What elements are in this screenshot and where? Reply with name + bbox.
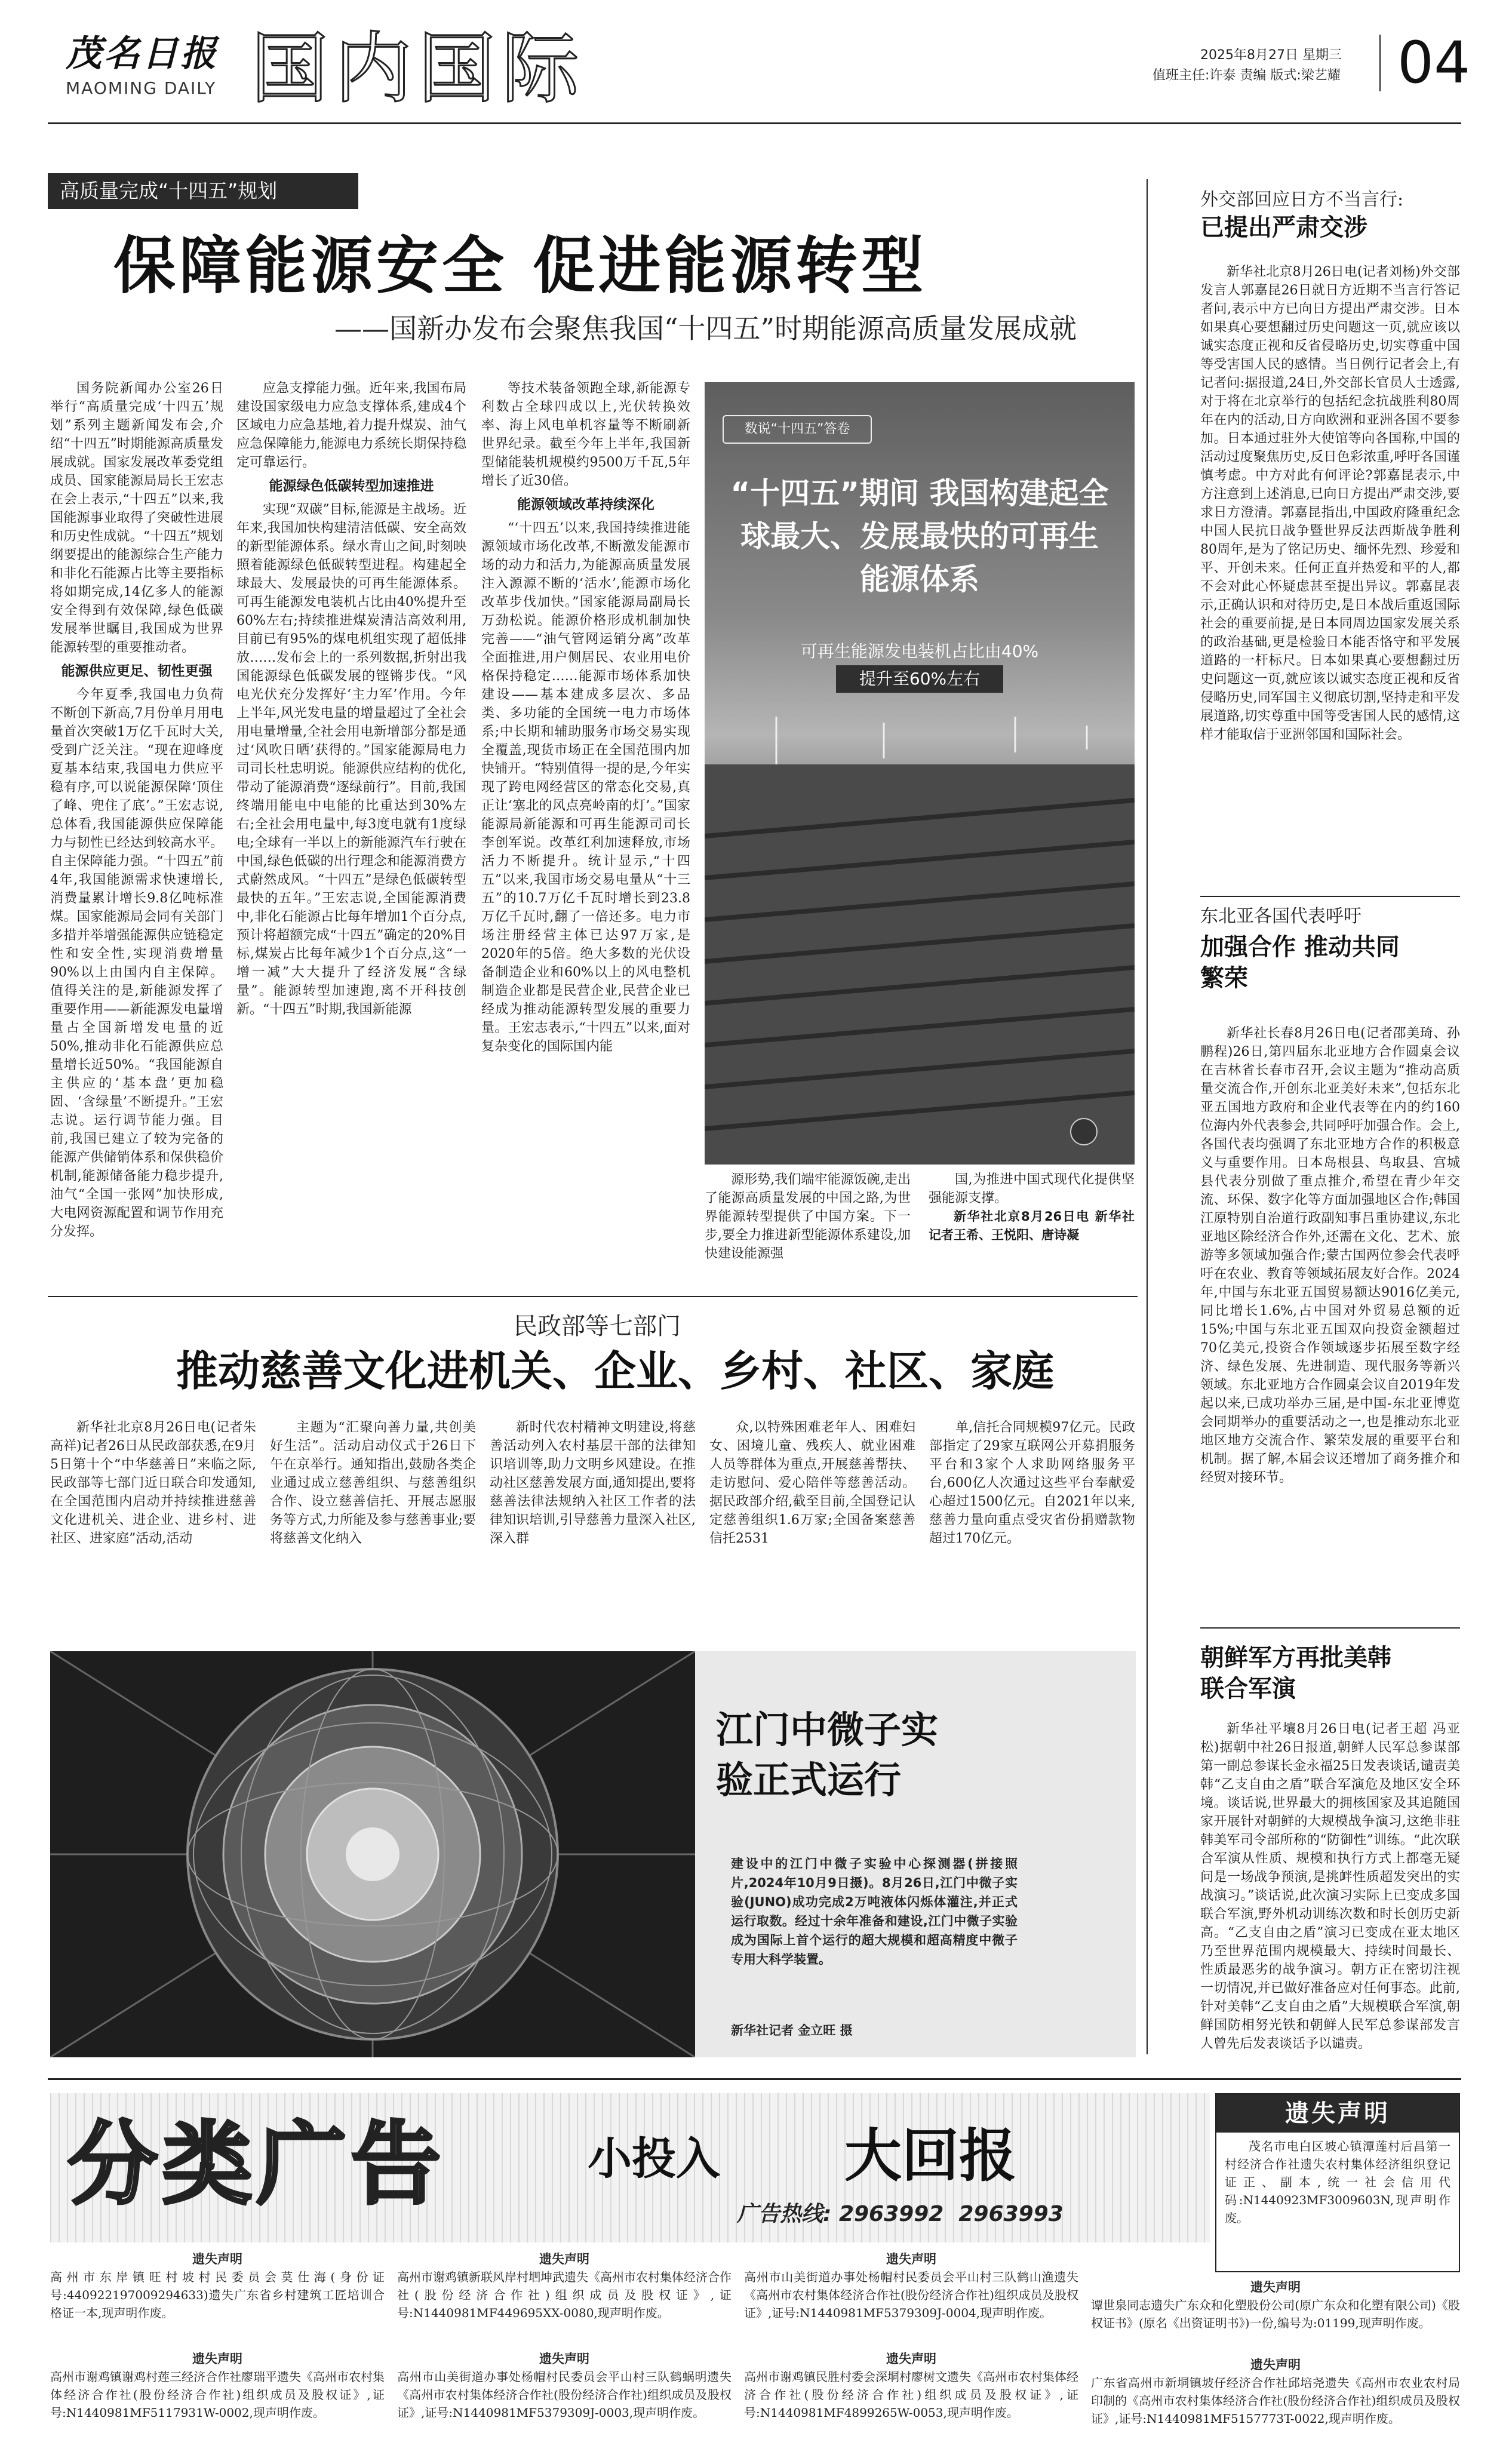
sidebar-article-1-body (1200, 263, 1460, 887)
notice-box-header-body: 茂名市电白区坡心镇潭莲村后昌第一村经济合作社遗失农村集体经济组织登记证正、副本,统一社会信用代码:N1440923MF3009603N,现声明作废。 (1225, 2139, 1450, 2225)
juno-photo-feature (50, 1651, 1136, 2057)
ads-hotline (737, 2201, 1064, 2228)
lead-column-5 (929, 1170, 1135, 1290)
notice-item (744, 2350, 1078, 2451)
lead-subhead: ——国新办发布会聚焦我国“十四五”时期能源高质量发展成就 (334, 312, 1077, 345)
section-title: 国内国际 (251, 23, 586, 114)
charity-column-1 (50, 1418, 256, 1642)
lead-column-2 (236, 379, 466, 1290)
logo-chinese: 茂名日报 (66, 33, 219, 75)
juno-photo-credit: 新华社记者 金立旺 摄 (731, 2023, 853, 2038)
lead-paragraph: 今年夏季,我国电力负荷不断创下新高,7月份单月用电量首次突破1万亿千瓦时大关,受到广泛关注。“现在迎峰度夏基本结束,我国电力供应平稳有序,可以说能源保障‘顶住了峰、兜住了底’。”王宏志说,总体看,我国能源供应保障能力与韧性已经达到较高水平。自主保障能力强。“十四五”前4年,我国能源需求快速增长,消费量累计增长9.8亿吨标准煤。国家能源局会同有关部门多措并举增强能源供应链稳定性和安全性,实现消费增量90%以上由国内自主保障。值得关注的是,新能源发挥了重要作用——新能源发电量增量占全国新增发电量的近50%,推动非化石能源供应总量增长近50%。“我国能源自主供应的‘基本盘’更加稳固、‘含绿量’不断提升。”王宏志说。运行调节能力强。目前,我国已建立了较为完备的能源产供储销体系和保供稳价机制,能源储备能力稳步提升,油气“全国一张网”加快形成,大电网资源配置和调节作用充分发挥。 (50, 687, 223, 1239)
notice-item (397, 2250, 732, 2340)
sidebar-article-2-body (1200, 1024, 1460, 1621)
sidebar-article-1-kicker: 外交部回应日方不当言行: (1200, 189, 1404, 210)
notice-text: 高州市山美街道办事处杨帽村民委员会平山村三队鹤山渔遗失《高州市农村集体经济合作社(股份经济合作社)组织成员及股权证》,证号:N1440981MF5379309J-0004,现声明作废。 (744, 2270, 1078, 2320)
notice-text: 高州市东岸镇旺村坡村民委员会莫仕海(身份证号:440922197009294633)遗失广东省乡村建筑工匠培训合格证一本,现声明作废。 (50, 2270, 385, 2320)
charity-paragraph: 众,以特殊困难老年人、困难妇女、困境儿童、残疾人、就业困难人员等群体为重点,开展慈善帮扶、走访慰问、爱心陪伴等慈善活动。据民政部介绍,截至目前,全国登记认定慈善组织1.6万家;全国备案慈善信托2531 (709, 1420, 915, 1546)
lead-subheading: 能源供应更足、韧性更强 (61, 663, 213, 679)
masthead-divider (1379, 35, 1381, 91)
lead-headline: 保障能源安全 促进能源转型 (113, 229, 927, 302)
notice-item (744, 2250, 1078, 2340)
neutrino-detector-photo (50, 1651, 695, 2057)
notice-box-header-title: 遗失声明 (1216, 2094, 1459, 2133)
notice-text: 高州市谢鸡镇谢鸡村莲三经济合作社廖瑞平遗失《高州市农村集体经济合作社(股份经济合作社)组织成员及股权证》,证号:N1440981MF5117931W-0002,现声明作废。 (50, 2370, 385, 2420)
sidebar-article-3-body (1200, 1720, 1460, 2051)
charity-paragraph: 新时代农村精神文明建设,将慈善活动列入农村基层干部的法律知识培训等,助力文明乡风建设。在推动社区慈善发展方面,通知提出,要将慈善法律法规纳入社区工作者的法律知识培训,引导慈善力量深入社区,深入群 (490, 1420, 696, 1546)
ads-hotline-label: 广告热线: (737, 2202, 832, 2226)
sidebar-article-1-title: 已提出严肃交涉 (1200, 213, 1367, 241)
sidebar-article-2-kicker: 东北亚各国代表呼吁 (1200, 906, 1362, 927)
charity-column-3 (490, 1418, 696, 1642)
lead-column-4 (705, 1170, 911, 1290)
infographic-stat-line-2: 提升至60%左右 (836, 665, 1003, 693)
notice-title: 遗失声明 (539, 2351, 589, 2366)
charity-column-5 (929, 1418, 1135, 1642)
editor-credits: 值班主任:许泰 责编 版式:梁艺耀 (1153, 68, 1341, 83)
lead-paragraph: 国务院新闻办公室26日举行“高质量完成‘十四五’规划”系列主题新闻发布会,介绍“十四五”时期能源高质量发展成就。国家发展改革委党组成员、国家能源局局长王宏志在会上表示,“十四五”以来,我国能源事业取得了突破性进展和历史性成就。“十四五”规划纲要提出的能源综合生产能力和非化石能源占比等主要指标将如期完成,14亿多人的能源安全得到有效保障,绿色低碳发展举世瞩目,我国成为世界能源转型的重要推动者。 (50, 381, 223, 655)
notice-item (1091, 2278, 1460, 2350)
ads-banner-slogan-1: 小投入 (588, 2133, 720, 2185)
lead-paragraph: 源形势,我们端牢能源饭碗,走出了能源高质量发展的中国之路,为世界能源转型提供了中国方案。下一步,要全力推进新型能源体系建设,加快建设能源强 (705, 1172, 911, 1261)
notice-item (50, 2350, 385, 2451)
newspaper-logo (66, 30, 221, 113)
sidebar-article-2-title: 加强合作 推动共同繁荣 (1200, 933, 1400, 992)
lead-paragraph: “‘十四五’以来,我国持续推进能源领域市场化改革,不断激发能源市场的动力和活力,为能源高质量发展注入源源不断的‘活水’,能源市场化改革步伐加快。”国家能源局副局长万劲松说。能源价格形成机制加快完善——“油气管网运销分离”改革全面推进,用户侧居民、农业用电价格保持稳定……能源市场体系加快建设——基本建成多层次、多品类、多功能的全国统一电力市场体系;中长期和辅助服务市场交易实现全覆盖,现货市场正在全国范围内加快铺开。“特别值得一提的是,今年实现了跨电网经营区的常态化交易,真正让‘塞北的风点亮岭南的灯’。”国家能源局新能源和可再生能源司司长李创军说。改革红利加速释放,市场活力不断提升。统计显示,“十四五”以来,我国市场交易电量从“十三五”的10.7万亿千瓦时增长到23.8万亿千瓦时,翻了一倍还多。电力市场注册经营主体已达97万家,是2020年的5倍。绝大多数的光伏设备制造企业和60%以上的风电整机制造企业都是民营企业,民营企业已经成为推动能源转型发展的重要力量。王宏志表示,“十四五”以来,面对复杂变化的国际国内能 (481, 521, 690, 1054)
notice-title: 遗失声明 (192, 2251, 242, 2266)
sidebar-rule (1200, 896, 1460, 897)
notice-item (1091, 2356, 1460, 2451)
series-tag: 高质量完成“十四五”规划 (48, 173, 358, 209)
sidebar-rule (1200, 1627, 1460, 1629)
ads-banner-slogan-2: 大回报 (844, 2122, 1016, 2189)
lead-paragraph: 实现“双碳”目标,能源是主战场。近年来,我国加快构建清洁低碳、安全高效的新型能源体系。绿水青山之间,时刻映照着能源绿色低碳转型进程。构建起全球最大、发展最快的可再生能源体系。可再生能源发电装机占比由40%提升至60%左右;持续推进煤炭清洁高效利用,目前已有95%的煤电机组实现了超低排放……发布会上的一系列数据,折射出我国能源绿色低碳发展的铿锵步伐。“风电光伏充分发挥好‘主力军’作用。今年上半年,风光发电量的增量超过了全社会用电量增量,全社会用电新增部分都是通过‘风吹日晒’获得的。”国家能源局电力司司长杜忠明说。能源供应结构的优化,带动了能源消费“逐绿前行”。目前,我国终端用能电中电能的比重达到30%左右;全社会用电量中,每3度电就有1度绿电;全球有一半以上的新能源汽车行驶在中国,绿色低碳的出行理念和能源消费方式蔚然成风。“十四五”是绿色低碳转型最快的五年。”王宏志说,全国能源消费中,非化石能源占比每年增加1个百分点,预计将超额完成“十四五”确定的20%目标,煤炭占比每年减少1个百分点,这“一增一减”大大提升了经济发展“含绿量”。能源转型加速跑,离不开科技创新。“十四五”时期,我国新能源 (236, 502, 466, 1017)
sidebar-divider (1147, 179, 1148, 2054)
lead-subheading: 能源领域改革持续深化 (517, 497, 654, 512)
charity-paragraph: 单,信托合同规模97亿元。民政部指定了29家互联网公开募捐服务平台和3家个人求助网络服务平台,600亿人次通过这些平台奉献爱心超过1500亿元。自2021年以来,慈善力量向重点受灾省份捐赠款物超过170亿元。 (929, 1420, 1135, 1546)
sidebar-article-3-title: 朝鲜军方再批美韩联合军演 (1200, 1643, 1391, 1703)
lead-bottom-rule (48, 1296, 1138, 1297)
notice-text: 高州市谢鸡镇新联风岸村垇坤武遗失《高州市农村集体经济合作社(股份经济合作社)组织成员及股权证》,证号:N1440981MF449695XX-0080,现声明作废。 (397, 2270, 732, 2320)
notice-title: 遗失声明 (1250, 2357, 1301, 2372)
notice-text: 谭世泉同志遗失广东众和化塑股份公司(原广东众和化塑有限公司)《股权证书》(原名《出资证明书》)一份,编号为:01199,现声明作废。 (1091, 2298, 1460, 2330)
juno-headline: 江门中微子实验正式运行 (716, 1708, 939, 1802)
issue-date: 2025年8月27日 星期三 (1200, 48, 1342, 63)
renewable-energy-infographic (705, 382, 1135, 1165)
ads-banner (50, 2093, 1210, 2242)
charity-kicker: 民政部等七部门 (514, 1313, 681, 1340)
notice-item (397, 2350, 732, 2451)
juno-caption: 建设中的江门中微子实验中心探测器(拼接照片,2024年10月9日摄)。8月26日,江门中微子实验(JUNO)成功完成2万吨液体闪烁体灌注,并正式运行取数。经过十余年准备和建设,江门中微子实验成为国际上首个运行的超大规模和超高精度中微子专用大科学装置。 (731, 1857, 1018, 1967)
masthead-rule (48, 122, 1461, 124)
ads-hotline-numbers: 2963992 2963993 (838, 2202, 1064, 2226)
notice-title: 遗失声明 (886, 2351, 936, 2366)
charity-headline: 推动慈善文化进机关、企业、乡村、社区、家庭 (176, 1346, 1054, 1396)
charity-column-2 (270, 1418, 476, 1642)
notice-text: 高州市山美街道办事处杨帽村民委员会平山村三队鹤蜗明遗失《高州市农村集体经济合作社(股份经济合作社)组织成员及股权证》,证号:N1440981MF5379309J-0003,现声明作废。 (397, 2370, 732, 2420)
charity-paragraph: 新华社北京8月26日电(记者朱高祥)记者26日从民政部获悉,在9月5日第十个“中华慈善日”来临之际,民政部等七部门近日联合印发通知,在全国范围内启动并持续推进慈善文化进机关、进企业、进乡村、进社区、进家庭”活动,活动 (50, 1420, 256, 1546)
lead-paragraph: 国,为推进中国式现代化提供坚强能源支撑。 (929, 1172, 1135, 1206)
logo-english: MAOMING DAILY (66, 78, 217, 98)
ads-banner-title: 分类广告 (68, 2113, 446, 2217)
infographic-title: “十四五”期间 我国构建起全球最大、发展最快的可再生能源体系 (730, 476, 1109, 597)
notice-title: 遗失声明 (539, 2251, 589, 2266)
ads-top-rule (48, 2078, 1461, 2080)
lead-paragraph: 应急支撑能力强。近年来,我国布局建设国家级电力应急支撑体系,建成4个区域电力应急基地,着力提升煤炭、油气应急保障能力,能源电力系统长期保持稳定可靠运行。 (236, 381, 466, 470)
infographic-stat-line-1: 可再生能源发电装机占比由40% (800, 641, 1039, 661)
page-number: 04 (1397, 29, 1471, 96)
sidebar-paragraph: 新华社长春8月26日电(记者邵美琦、孙鹏程)26日,第四届东北亚地方合作圆桌会议在吉林省长春市召开,会议主题为“推动高质量交流合作,开创东北亚美好未来”,包括东北亚五国地方政府和企业代表等在内的约160位海内外代表参会,共同呼吁加强合作。会上,各国代表均强调了东北亚地方合作的积极意义与重要作用。日本岛根县、鸟取县、宫城县代表分别做了重点推介,希望在青少年交流、环保、数字化等方面加强地区合作;韩国江原特别自治道行政副知事吕重协建议,东北亚地区除经济合作外,还需在文化、艺术、旅游等多领域加强合作;蒙古国两位参会代表呼吁在农业、教育等领域拓展友好合作。2024年,中国与东北亚五国贸易额达9016亿美元,同比增长1.6%,占中国对外贸易总额的近15%;中国与东北亚五国双向投资金额超过70亿美元,投资合作领域逐步拓展至数字经济、绿色发展、先进制造、现代服务等新兴领域。东北亚地方合作圆桌会议自2019年发起以来,已成功举办三届,是中国-东北亚博览会同期举办的重要活动之一,也是推动东北亚地区地方交流合作、繁荣发展的重要平台和机制。据了解,本届会议还增加了商务推介和经贸对接环节。 (1200, 1026, 1460, 1485)
notice-title: 遗失声明 (192, 2351, 242, 2366)
sidebar-paragraph: 新华社北京8月26日电(记者刘杨)外交部发言人郭嘉昆26日就日方近期不当言行答记者问,表示中方已向日方提出严肃交涉。日本如果真心要想翻过历史问题这一页,就应该以诚实态度正视和反省侵略历史,切实尊重中国等受害国人民的感情。当日例行记者会上,有记者问:据报道,24日,外交部长官员人士透露,对于将在北京举行的包括纪念抗战胜利80周年在内的活动,日方向欧洲和亚洲各国不要参加。日本通过驻外大使馆等向各国称,中国的活动过度聚焦历史,反日色彩浓重,呼吁各国谨慎考虑。中方对此有何评论?郭嘉昆表示,中方注意到上述消息,已向日方提出严肃交涉,要求日方澄清。郭嘉昆指出,中国政府隆重纪念中国人民抗日战争暨世界反法西斯战争胜利80周年,是为了铭记历史、缅怀先烈、珍爱和平、开创未来。任何正直并热爱和平的人,都不会对此心怀疑虑甚至提出异议。郭嘉昆表示,正确认识和对待历史,是日本战后重返国际社会的重要前提,是日本同周边国家发展关系的政治基础,更是检验日本能否恪守和平发展道路的一杆标尺。日本如果真心要想翻过历史问题这一页,就应该以诚实态度正视和反省侵略历史,同军国主义彻底切割,坚持走和平发展道路,切实尊重中国等受害国人民的感情,这样才能取信于亚洲邻国和国际社会。 (1200, 265, 1460, 742)
notice-title: 遗失声明 (886, 2251, 936, 2266)
notice-title: 遗失声明 (1250, 2279, 1301, 2294)
charity-column-4 (709, 1418, 915, 1642)
notice-text: 高州市谢鸡镇民胜村委会深垌村廖树文遗失《高州市农村集体经济合作社(股份经济合作社)组织成员及股权证》,证号:N1440981MF4899265W-0053,现声明作废。 (744, 2370, 1078, 2420)
notice-item (50, 2250, 385, 2340)
charity-paragraph: 主题为“汇聚向善力量,共创美好生活”。活动启动仪式于26日下午在京举行。通知指出,鼓励各类企业通过成立慈善组织、与慈善组织合作、设立慈善信托、开展志愿服务等方式,力所能及参与慈善事业;要将慈善文化纳入 (270, 1420, 476, 1546)
lead-column-1 (50, 379, 223, 1290)
infographic-kicker: 数说“十四五”答卷 (723, 415, 872, 444)
lead-column-3 (481, 379, 690, 1290)
notice-text: 广东省高州市新垌镇坡仔经济合作社邱培尧遗失《高州市农业农村局印制的《高州市农村集体经济合作社(股份经济合作社)组织成员及股权证》,证号:N1440981MF5157773T-0022,现声明作废。 (1091, 2376, 1460, 2426)
notice-box-header (1215, 2093, 1460, 2272)
lead-byline: 新华社北京8月26日电 新华社记者王希、王悦阳、唐诗凝 (929, 1209, 1135, 1242)
sidebar-paragraph: 新华社平壤8月26日电(记者王超 冯亚松)据朝中社26日报道,朝鲜人民军总参谋部第一副总参谋长金永福25日发表谈话,谴责美韩“乙支自由之盾”联合军演危及地区安全环境。谈话说,世界最大的拥核国家及其追随国家开展针对朝鲜的大规模战争演习,这绝非驻韩美军司令部所称的“防御性”训练。“此次联合军演从性质、规模和执行方式上都毫无疑问是一场战争预演,是挑衅性质超发突出的实战演习。”谈话说,此次演习实际上已变成多国联合军演,野外机动训练次数和时长创历史新高。“乙支自由之盾”演习已变成在亚太地区乃至世界范围内规模最大、持续时间最长、性质最恶劣的战争演习。朝方正在密切注视一切情况,并已做好准备应对任何事态。此前,针对美韩“乙支自由之盾”大规模联合军演,朝鲜国防相努光铁和朝鲜人民军总参谋部发言人曾先后发表谈话予以谴责。 (1200, 1722, 1460, 2051)
lead-paragraph: 等技术装备领跑全球,新能源专利数占全球四成以上,光伏转换效率、海上风电单机容量等不断刷新世界纪录。截至今年上半年,我国新型储能装机规模约9500万千瓦,5年增长了近30倍。 (481, 381, 690, 489)
lead-subheading: 能源绿色低碳转型加速推进 (269, 478, 434, 494)
